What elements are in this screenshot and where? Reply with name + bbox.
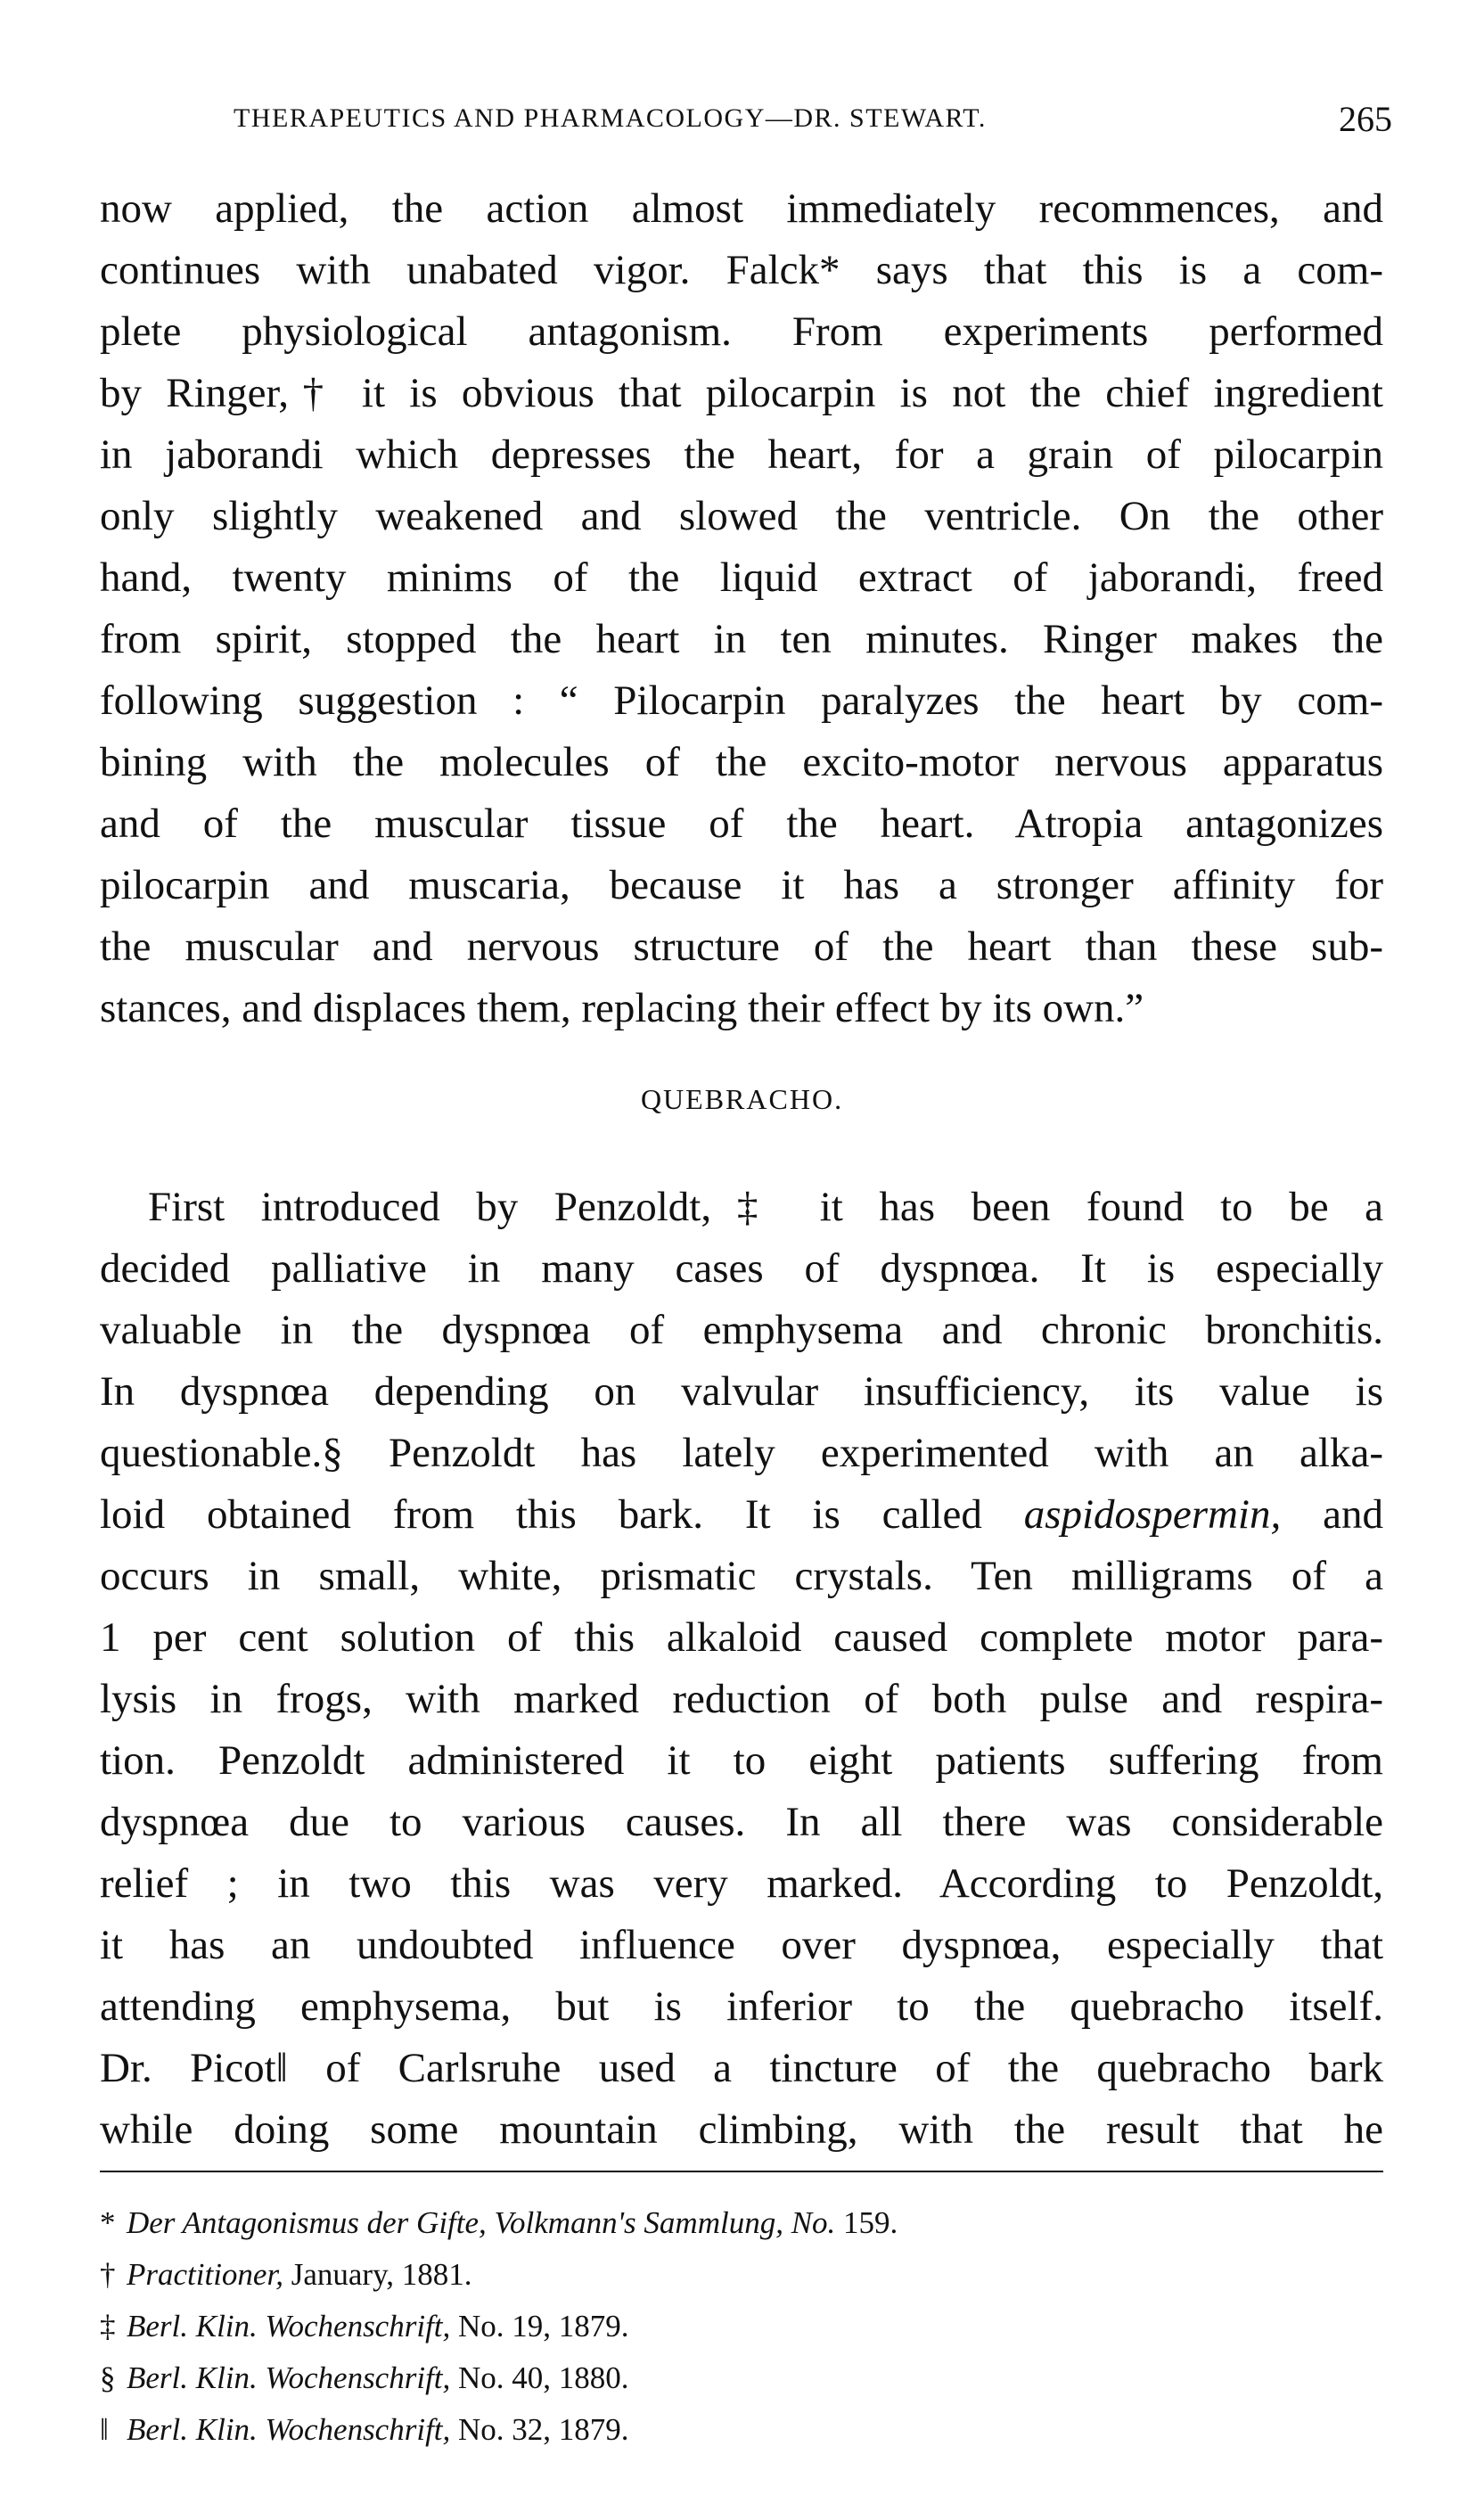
text-line: in jaborandi which depresses the heart, for a grain of pilocarpin <box>100 431 1383 478</box>
footnote-title: Der Antagonismus der Gifte, Volkmann's Sammlung, No. <box>127 2205 836 2240</box>
text-line: the muscular and nervous structure of the heart than these sub- <box>100 923 1383 970</box>
footnote <box>100 2301 1383 2352</box>
footnote-title: Practitioner, <box>127 2257 283 2292</box>
footnote-detail: No. 40, 1880. <box>450 2360 629 2395</box>
footnote-detail: 159. <box>835 2205 898 2240</box>
footnote <box>100 2249 1383 2301</box>
footnote-title: Berl. Klin. Wochenschrift, <box>127 2309 451 2344</box>
text-line: plete physiological antagonism. From experiments performed <box>100 308 1383 355</box>
text-line: relief ; in two this was very marked. According to Penzoldt, <box>100 1860 1383 1907</box>
text-line: Dr. Picot‖ of Carlsruhe used a tincture of the quebracho bark <box>100 2045 1383 2091</box>
text-line: tion. Penzoldt administered it to eight patients suffering from <box>100 1737 1383 1784</box>
text-segment: and <box>1281 1491 1383 1538</box>
text-line-with-italic <box>100 1484 1383 1546</box>
text-line: and of the muscular tissue of the heart. Atropia antagonizes <box>100 800 1383 847</box>
footnote-divider <box>100 2171 1383 2172</box>
text-line: 1 per cent solution of this alkaloid caused complete motor para- <box>100 1614 1383 1661</box>
footnote-mark: † <box>100 2257 116 2292</box>
text-line: stances, and displaces them, replacing their effect by its own.” <box>100 985 1144 1031</box>
text-line: it has an undoubted influence over dyspnœa, especially that <box>100 1922 1383 1968</box>
footnote <box>100 2352 1383 2404</box>
footnote <box>100 2404 1383 2456</box>
footnote <box>100 2197 1383 2249</box>
footnote-mark: * <box>100 2205 116 2240</box>
footnote-detail: No. 32, 1879. <box>450 2412 629 2447</box>
footnote-mark: ‖ <box>100 2412 109 2447</box>
footnote-mark: ‡ <box>100 2309 116 2344</box>
paragraph-quebracho <box>100 1177 1383 2161</box>
text-line: dyspnœa due to various causes. In all there was considerable <box>100 1799 1383 1845</box>
footnote-title: Berl. Klin. Wochenschrift, <box>127 2412 451 2447</box>
page-number: 265 <box>1339 99 1392 139</box>
text-segment: loid obtained from this bark. It is called <box>100 1491 1024 1538</box>
text-line: decided palliative in many cases of dyspnœa. It is especially <box>100 1245 1383 1292</box>
text-line: now applied, the action almost immediately recommences, and <box>100 185 1383 232</box>
section-heading: QUEBRACHO. <box>640 1083 844 1115</box>
text-line: occurs in small, white, prismatic crystals. Ten milligrams of a <box>100 1553 1383 1599</box>
text-line: by Ringer,† it is obvious that pilocarpin is not the chief ingredient <box>100 370 1383 416</box>
running-title: THERAPEUTICS AND PHARMACOLOGY—DR. STEWART. <box>234 103 987 133</box>
paragraph-jaborandi <box>100 178 1383 1039</box>
text-line: following suggestion : “ Pilocarpin paralyzes the heart by com- <box>100 677 1383 724</box>
text-line: bining with the molecules of the excito-motor nervous apparatus <box>100 739 1383 785</box>
text-line: questionable.§ Penzoldt has lately experimented with an alka- <box>100 1430 1383 1476</box>
text-line: lysis in frogs, with marked reduction of both pulse and respira- <box>100 1676 1383 1722</box>
running-head <box>234 98 1392 143</box>
footnote-detail: January, 1881. <box>283 2257 472 2292</box>
text-line: First introduced by Penzoldt,‡ it has been found to be a <box>148 1184 1383 1230</box>
italic-term: aspidospermin, <box>1023 1491 1282 1538</box>
text-line: from spirit, stopped the heart in ten minutes. Ringer makes the <box>100 616 1383 662</box>
text-line: continues with unabated vigor. Falck* says that this is a com- <box>100 247 1383 293</box>
text-line: valuable in the dyspnœa of emphysema and chronic bronchitis. <box>100 1307 1383 1353</box>
footnote-mark: § <box>100 2360 116 2395</box>
footnote-title: Berl. Klin. Wochenschrift, <box>127 2360 451 2395</box>
footnote-detail: No. 19, 1879. <box>450 2309 629 2344</box>
text-line: attending emphysema, but is inferior to the quebracho itself. <box>100 1983 1383 2030</box>
text-line: hand, twenty minims of the liquid extract of jaborandi, freed <box>100 554 1383 601</box>
text-line: In dyspnœa depending on valvular insufficiency, its value is <box>100 1368 1383 1415</box>
footnotes <box>100 2197 1383 2456</box>
text-line: only slightly weakened and slowed the ventricle. On the other <box>100 493 1383 539</box>
text-line: pilocarpin and muscaria, because it has a stronger affinity for <box>100 862 1383 908</box>
text-line: while doing some mountain climbing, with the result that he <box>100 2106 1383 2153</box>
